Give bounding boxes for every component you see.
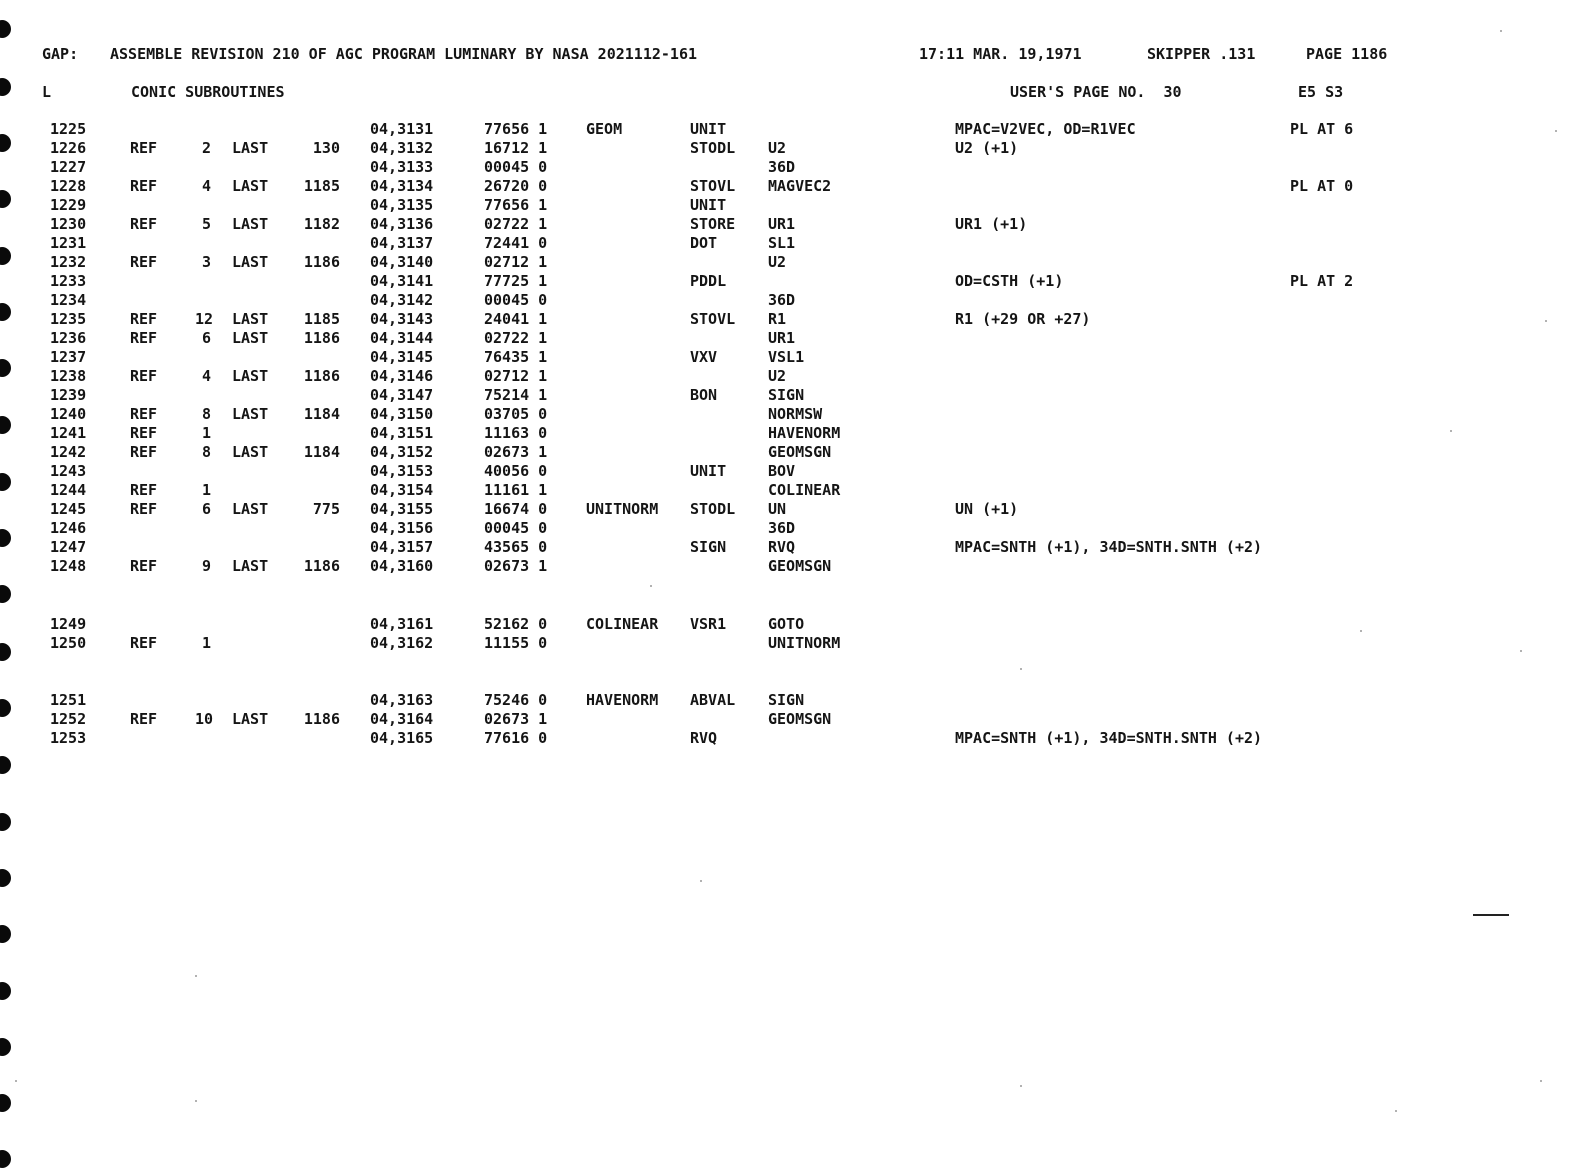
operand: SIGN: [768, 691, 805, 709]
address: 04,3154: [370, 481, 434, 499]
address: 04,3163: [370, 691, 434, 709]
ref-count: 12: [195, 310, 214, 328]
symbol-label: UNITNORM: [586, 500, 659, 518]
ref-keyword: REF: [130, 443, 158, 461]
ref-keyword: REF: [130, 177, 158, 195]
octal-word: 75246 0: [484, 691, 548, 709]
opcode: RVQ: [690, 729, 718, 747]
octal-word: 02712 1: [484, 367, 548, 385]
sprocket-hole: [0, 473, 11, 491]
paper-speck: [15, 1080, 17, 1082]
paper-speck: [195, 975, 197, 977]
ref-count: 6: [201, 500, 211, 518]
address: 04,3135: [370, 196, 434, 214]
sprocket-hole: [0, 1150, 11, 1168]
last-keyword: LAST: [232, 500, 269, 518]
line-number: 1242: [50, 443, 87, 461]
octal-word: 03705 0: [484, 405, 548, 423]
operand: 36D: [768, 158, 796, 176]
opcode: PDDL: [690, 272, 727, 290]
address: 04,3134: [370, 177, 434, 195]
address: 04,3140: [370, 253, 434, 271]
last-line: 1185: [303, 177, 340, 195]
paper-speck: [650, 585, 652, 587]
ref-keyword: REF: [130, 215, 158, 233]
paper-speck: [195, 1100, 197, 1102]
opcode: BON: [690, 386, 718, 404]
ref-count: 1: [201, 424, 211, 442]
sprocket-hole: [0, 1094, 11, 1112]
comment: R1 (+29 OR +27): [955, 310, 1091, 328]
address: 04,3145: [370, 348, 434, 366]
operand: HAVENORM: [768, 424, 841, 442]
octal-word: 00045 0: [484, 291, 548, 309]
operand: U2: [768, 139, 787, 157]
sprocket-hole: [0, 925, 11, 943]
opcode: STOVL: [690, 310, 736, 328]
octal-word: 76435 1: [484, 348, 548, 366]
octal-word: 24041 1: [484, 310, 548, 328]
address: 04,3141: [370, 272, 434, 290]
opcode: SIGN: [690, 538, 727, 556]
line-number: 1226: [50, 139, 87, 157]
ref-count: 6: [201, 329, 211, 347]
operand: MAGVEC2: [768, 177, 832, 195]
symbol-label: HAVENORM: [586, 691, 659, 709]
paper-speck: [1540, 1080, 1542, 1082]
address: 04,3156: [370, 519, 434, 537]
pushlist-note: PL AT 6: [1290, 120, 1354, 138]
opcode: VSR1: [690, 615, 727, 633]
address: 04,3143: [370, 310, 434, 328]
symbol-label: GEOM: [586, 120, 623, 138]
symbol-label: COLINEAR: [586, 615, 659, 633]
octal-word: 00045 0: [484, 158, 548, 176]
comment: MPAC=SNTH (+1), 34D=SNTH.SNTH (+2): [955, 538, 1263, 556]
octal-word: 77616 0: [484, 729, 548, 747]
octal-word: 11161 1: [484, 481, 548, 499]
address: 04,3155: [370, 500, 434, 518]
address: 04,3147: [370, 386, 434, 404]
opcode: UNIT: [690, 462, 727, 480]
operand: GEOMSGN: [768, 443, 832, 461]
octal-word: 02722 1: [484, 215, 548, 233]
operand: UR1: [768, 215, 796, 233]
line-number: 1246: [50, 519, 87, 537]
operand: UN: [768, 500, 787, 518]
ref-keyword: REF: [130, 710, 158, 728]
address: 04,3142: [370, 291, 434, 309]
paper-speck: [1395, 1110, 1397, 1112]
last-line: 1185: [303, 310, 340, 328]
octal-word: 02673 1: [484, 710, 548, 728]
line-number: 1231: [50, 234, 87, 252]
paper-speck: [1555, 130, 1557, 132]
line-number: 1243: [50, 462, 87, 480]
line-number: 1245: [50, 500, 87, 518]
ref-count: 8: [201, 443, 211, 461]
user-page-number: USER'S PAGE NO. 30: [1010, 83, 1182, 101]
line-number: 1238: [50, 367, 87, 385]
last-keyword: LAST: [232, 310, 269, 328]
address: 04,3144: [370, 329, 434, 347]
operand: COLINEAR: [768, 481, 841, 499]
line-number: 1250: [50, 634, 87, 652]
opcode: DOT: [690, 234, 718, 252]
address: 04,3161: [370, 615, 434, 633]
last-line: 1186: [303, 329, 340, 347]
sprocket-hole: [0, 247, 11, 265]
octal-word: 02722 1: [484, 329, 548, 347]
ref-keyword: REF: [130, 329, 158, 347]
opcode: STOVL: [690, 177, 736, 195]
sprocket-hole: [0, 416, 11, 434]
address: 04,3152: [370, 443, 434, 461]
octal-word: 40056 0: [484, 462, 548, 480]
sprocket-hole: [0, 869, 11, 887]
paper-speck: [700, 880, 702, 882]
octal-word: 77656 1: [484, 120, 548, 138]
sprocket-hole: [0, 78, 11, 96]
last-line: 1186: [303, 710, 340, 728]
comment: UR1 (+1): [955, 215, 1028, 233]
opcode: UNIT: [690, 120, 727, 138]
skipper-label: SKIPPER .131: [1147, 45, 1256, 63]
section-title: CONIC SUBROUTINES: [131, 83, 285, 101]
paper-speck: [1020, 668, 1022, 670]
page-number: PAGE 1186: [1306, 45, 1388, 63]
line-number: 1237: [50, 348, 87, 366]
octal-word: 75214 1: [484, 386, 548, 404]
operand: GEOMSGN: [768, 710, 832, 728]
sprocket-hole: [0, 643, 11, 661]
ref-keyword: REF: [130, 557, 158, 575]
sprocket-hole: [0, 756, 11, 774]
address: 04,3150: [370, 405, 434, 423]
line-number: 1232: [50, 253, 87, 271]
last-line: 1186: [303, 253, 340, 271]
sprocket-hole: [0, 529, 11, 547]
paper-speck: [1020, 1085, 1022, 1087]
line-number: 1248: [50, 557, 87, 575]
operand: UR1: [768, 329, 796, 347]
section-code: E5 S3: [1298, 83, 1344, 101]
line-number: 1235: [50, 310, 87, 328]
l-marker: L: [42, 83, 52, 101]
octal-word: 77656 1: [484, 196, 548, 214]
last-keyword: LAST: [232, 253, 269, 271]
line-number: 1228: [50, 177, 87, 195]
line-number: 1233: [50, 272, 87, 290]
paper-speck: [1500, 30, 1502, 32]
ref-count: 5: [201, 215, 211, 233]
paper-speck: [1360, 630, 1362, 632]
ref-keyword: REF: [130, 634, 158, 652]
sprocket-hole: [0, 190, 11, 208]
line-number: 1239: [50, 386, 87, 404]
sprocket-hole: [0, 585, 11, 603]
address: 04,3137: [370, 234, 434, 252]
address: 04,3153: [370, 462, 434, 480]
opcode: STODL: [690, 139, 736, 157]
last-line: 130: [312, 139, 340, 157]
address: 04,3162: [370, 634, 434, 652]
octal-word: 11155 0: [484, 634, 548, 652]
gap-label: GAP:: [42, 45, 79, 63]
ref-keyword: REF: [130, 310, 158, 328]
line-number: 1230: [50, 215, 87, 233]
paper-speck: [1450, 430, 1452, 432]
page-title: ASSEMBLE REVISION 210 OF AGC PROGRAM LUMINARY BY NASA 2021112-161: [110, 45, 697, 63]
comment: OD=CSTH (+1): [955, 272, 1064, 290]
ref-count: 9: [201, 557, 211, 575]
operand: U2: [768, 253, 787, 271]
address: 04,3157: [370, 538, 434, 556]
last-keyword: LAST: [232, 177, 269, 195]
last-line: 1186: [303, 367, 340, 385]
line-number: 1244: [50, 481, 87, 499]
sprocket-hole: [0, 1038, 11, 1056]
line-number: 1249: [50, 615, 87, 633]
octal-word: 02673 1: [484, 443, 548, 461]
line-number: 1240: [50, 405, 87, 423]
sprocket-hole: [0, 303, 11, 321]
operand: SL1: [768, 234, 796, 252]
ref-count: 1: [201, 634, 211, 652]
margin-mark: [1473, 914, 1509, 916]
last-keyword: LAST: [232, 405, 269, 423]
ref-count: 8: [201, 405, 211, 423]
sprocket-hole: [0, 982, 11, 1000]
address: 04,3165: [370, 729, 434, 747]
address: 04,3151: [370, 424, 434, 442]
octal-word: 02673 1: [484, 557, 548, 575]
ref-keyword: REF: [130, 405, 158, 423]
ref-keyword: REF: [130, 253, 158, 271]
last-line: 1184: [303, 443, 340, 461]
operand: GEOMSGN: [768, 557, 832, 575]
ref-keyword: REF: [130, 367, 158, 385]
octal-word: 16712 1: [484, 139, 548, 157]
octal-word: 77725 1: [484, 272, 548, 290]
line-number: 1229: [50, 196, 87, 214]
sprocket-hole: [0, 20, 11, 38]
line-number: 1241: [50, 424, 87, 442]
sprocket-hole: [0, 359, 11, 377]
line-number: 1225: [50, 120, 87, 138]
operand: VSL1: [768, 348, 805, 366]
last-keyword: LAST: [232, 443, 269, 461]
comment: U2 (+1): [955, 139, 1019, 157]
octal-word: 72441 0: [484, 234, 548, 252]
ref-keyword: REF: [130, 481, 158, 499]
octal-word: 16674 0: [484, 500, 548, 518]
line-number: 1247: [50, 538, 87, 556]
address: 04,3146: [370, 367, 434, 385]
opcode: UNIT: [690, 196, 727, 214]
comment: MPAC=SNTH (+1), 34D=SNTH.SNTH (+2): [955, 729, 1263, 747]
opcode: VXV: [690, 348, 718, 366]
operand: NORMSW: [768, 405, 823, 423]
address: 04,3160: [370, 557, 434, 575]
line-number: 1234: [50, 291, 87, 309]
line-number: 1252: [50, 710, 87, 728]
comment: UN (+1): [955, 500, 1019, 518]
pushlist-note: PL AT 2: [1290, 272, 1354, 290]
opcode: STORE: [690, 215, 736, 233]
ref-keyword: REF: [130, 424, 158, 442]
ref-count: 4: [201, 367, 211, 385]
line-number: 1253: [50, 729, 87, 747]
line-number: 1227: [50, 158, 87, 176]
octal-word: 52162 0: [484, 615, 548, 633]
address: 04,3136: [370, 215, 434, 233]
paper-speck: [1545, 320, 1547, 322]
ref-count: 4: [201, 177, 211, 195]
last-keyword: LAST: [232, 139, 269, 157]
last-keyword: LAST: [232, 557, 269, 575]
last-keyword: LAST: [232, 329, 269, 347]
octal-word: 00045 0: [484, 519, 548, 537]
last-line: 1186: [303, 557, 340, 575]
last-keyword: LAST: [232, 215, 269, 233]
last-keyword: LAST: [232, 367, 269, 385]
octal-word: 11163 0: [484, 424, 548, 442]
address: 04,3132: [370, 139, 434, 157]
operand: R1: [768, 310, 787, 328]
last-line: 1184: [303, 405, 340, 423]
opcode: ABVAL: [690, 691, 736, 709]
last-keyword: LAST: [232, 710, 269, 728]
operand: 36D: [768, 519, 796, 537]
paper-speck: [1520, 650, 1522, 652]
address: 04,3133: [370, 158, 434, 176]
ref-count: 1: [201, 481, 211, 499]
print-datetime: 17:11 MAR. 19,1971: [919, 45, 1082, 63]
line-number: 1251: [50, 691, 87, 709]
ref-count: 2: [201, 139, 211, 157]
ref-count: 10: [195, 710, 214, 728]
ref-keyword: REF: [130, 500, 158, 518]
operand: UNITNORM: [768, 634, 841, 652]
ref-keyword: REF: [130, 139, 158, 157]
opcode: STODL: [690, 500, 736, 518]
operand: 36D: [768, 291, 796, 309]
sprocket-hole: [0, 134, 11, 152]
last-line: 775: [312, 500, 340, 518]
last-line: 1182: [303, 215, 340, 233]
operand: U2: [768, 367, 787, 385]
pushlist-note: PL AT 0: [1290, 177, 1354, 195]
operand: SIGN: [768, 386, 805, 404]
ref-count: 3: [201, 253, 211, 271]
sprocket-hole: [0, 699, 11, 717]
address: 04,3164: [370, 710, 434, 728]
comment: MPAC=V2VEC, OD=R1VEC: [955, 120, 1136, 138]
operand: BOV: [768, 462, 796, 480]
address: 04,3131: [370, 120, 434, 138]
octal-word: 26720 0: [484, 177, 548, 195]
operand: RVQ: [768, 538, 796, 556]
octal-word: 43565 0: [484, 538, 548, 556]
line-number: 1236: [50, 329, 87, 347]
sprocket-hole: [0, 813, 11, 831]
operand: GOTO: [768, 615, 805, 633]
octal-word: 02712 1: [484, 253, 548, 271]
